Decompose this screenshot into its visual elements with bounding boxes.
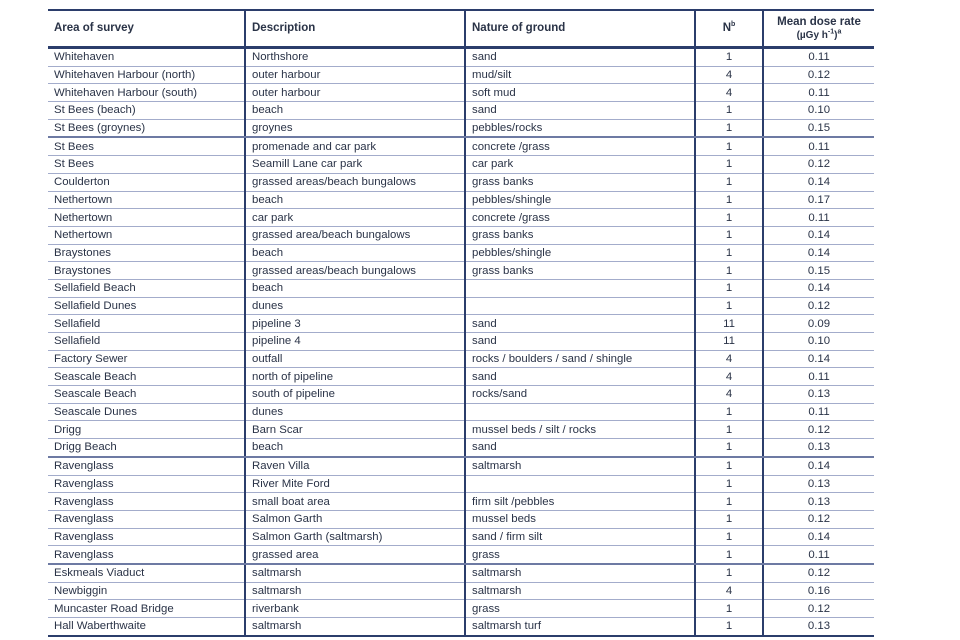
cell-area: Braystones xyxy=(48,244,245,262)
header-description xyxy=(245,10,465,48)
cell-description: Seamill Lane car park xyxy=(245,156,465,174)
table-row xyxy=(48,209,874,227)
cell-area: Whitehaven Harbour (south) xyxy=(48,84,245,102)
cell-area: Seascale Dunes xyxy=(48,403,245,421)
cell-area: Sellafield Dunes xyxy=(48,297,245,315)
table-row xyxy=(48,457,874,475)
cell-dose: 0.14 xyxy=(763,457,874,475)
cell-ground: sand / firm silt xyxy=(465,528,695,546)
cell-description: car park xyxy=(245,209,465,227)
cell-dose: 0.13 xyxy=(763,386,874,404)
cell-ground: mussel beds xyxy=(465,510,695,528)
cell-n: 4 xyxy=(695,66,763,84)
cell-area: Ravenglass xyxy=(48,546,245,564)
table-row xyxy=(48,564,874,582)
cell-ground: saltmarsh xyxy=(465,582,695,600)
header-dose-unit xyxy=(764,29,874,42)
cell-dose: 0.10 xyxy=(763,333,874,351)
cropped-caption xyxy=(50,0,870,3)
cell-n: 1 xyxy=(695,439,763,457)
cell-area: Nethertown xyxy=(48,226,245,244)
table-row xyxy=(48,510,874,528)
cell-dose: 0.13 xyxy=(763,493,874,511)
cell-n: 1 xyxy=(695,279,763,297)
table-row xyxy=(48,350,874,368)
cell-ground: firm silt /pebbles xyxy=(465,493,695,511)
cell-ground: concrete /grass xyxy=(465,209,695,227)
table-row xyxy=(48,156,874,174)
table-row xyxy=(48,368,874,386)
cell-description: outfall xyxy=(245,350,465,368)
cell-ground xyxy=(465,279,695,297)
cell-dose: 0.12 xyxy=(763,297,874,315)
table-row xyxy=(48,546,874,564)
cell-n: 1 xyxy=(695,209,763,227)
cell-description: grassed area/beach bungalows xyxy=(245,226,465,244)
cell-description: grassed area xyxy=(245,546,465,564)
cell-description: saltmarsh xyxy=(245,564,465,582)
header-dose-label: Mean dose rate xyxy=(777,15,861,28)
cell-dose: 0.11 xyxy=(763,368,874,386)
cell-dose: 0.11 xyxy=(763,137,874,155)
cell-description: saltmarsh xyxy=(245,582,465,600)
cell-ground: mud/silt xyxy=(465,66,695,84)
cell-description: promenade and car park xyxy=(245,137,465,155)
cell-ground xyxy=(465,475,695,493)
cell-ground: mussel beds / silt / rocks xyxy=(465,421,695,439)
cell-n: 1 xyxy=(695,226,763,244)
cell-description: beach xyxy=(245,279,465,297)
cell-description: dunes xyxy=(245,403,465,421)
cell-area: Whitehaven xyxy=(48,48,245,67)
dose-unit-text: (µGy h xyxy=(796,29,828,41)
cell-ground: pebbles/shingle xyxy=(465,191,695,209)
cell-ground: soft mud xyxy=(465,84,695,102)
cell-description: Barn Scar xyxy=(245,421,465,439)
cell-n: 4 xyxy=(695,368,763,386)
table-row xyxy=(48,244,874,262)
table-row xyxy=(48,475,874,493)
table-row xyxy=(48,439,874,457)
cell-description: saltmarsh xyxy=(245,618,465,636)
cell-dose: 0.12 xyxy=(763,421,874,439)
cell-ground: sand xyxy=(465,102,695,120)
cell-description: pipeline 4 xyxy=(245,333,465,351)
cell-ground: sand xyxy=(465,333,695,351)
cell-n: 1 xyxy=(695,457,763,475)
cell-ground: sand xyxy=(465,439,695,457)
cell-n: 1 xyxy=(695,102,763,120)
table-row xyxy=(48,618,874,636)
cell-n: 1 xyxy=(695,119,763,137)
cell-ground: sand xyxy=(465,315,695,333)
cell-ground: car park xyxy=(465,156,695,174)
cell-description: Salmon Garth xyxy=(245,510,465,528)
table-row xyxy=(48,191,874,209)
cell-description: Salmon Garth (saltmarsh) xyxy=(245,528,465,546)
cell-area: Sellafield xyxy=(48,333,245,351)
cell-ground: concrete /grass xyxy=(465,137,695,155)
cell-area: Drigg Beach xyxy=(48,439,245,457)
table-row xyxy=(48,493,874,511)
header-dose-footnote: a xyxy=(837,28,842,36)
cell-area: St Bees (beach) xyxy=(48,102,245,120)
cell-area: Drigg xyxy=(48,421,245,439)
cell-area: Seascale Beach xyxy=(48,386,245,404)
cell-dose: 0.10 xyxy=(763,102,874,120)
cell-dose: 0.11 xyxy=(763,546,874,564)
header-ground-label: Nature of ground xyxy=(472,22,566,34)
cell-dose: 0.13 xyxy=(763,439,874,457)
cell-area: Factory Sewer xyxy=(48,350,245,368)
cell-area: Hall Waberthwaite xyxy=(48,618,245,636)
table-row xyxy=(48,386,874,404)
dose-unit-exponent: -1 xyxy=(827,28,835,36)
cell-area: St Bees xyxy=(48,156,245,174)
header-description-label: Description xyxy=(252,22,316,34)
cell-n: 11 xyxy=(695,333,763,351)
cell-description: south of pipeline xyxy=(245,386,465,404)
cell-n: 1 xyxy=(695,297,763,315)
cell-n: 1 xyxy=(695,546,763,564)
cell-description: outer harbour xyxy=(245,66,465,84)
cell-dose: 0.13 xyxy=(763,475,874,493)
table-row xyxy=(48,119,874,137)
cell-dose: 0.14 xyxy=(763,173,874,191)
cell-n: 4 xyxy=(695,582,763,600)
table-body xyxy=(48,48,874,636)
table-row xyxy=(48,600,874,618)
cell-n: 4 xyxy=(695,386,763,404)
cell-dose: 0.15 xyxy=(763,262,874,280)
cell-description: pipeline 3 xyxy=(245,315,465,333)
cell-area: Sellafield xyxy=(48,315,245,333)
cell-n: 1 xyxy=(695,493,763,511)
dose-unit-close: ) xyxy=(834,29,838,41)
cell-n: 1 xyxy=(695,244,763,262)
cell-ground: rocks/sand xyxy=(465,386,695,404)
cell-n: 1 xyxy=(695,191,763,209)
cell-dose: 0.12 xyxy=(763,564,874,582)
table-row xyxy=(48,528,874,546)
cell-area: St Bees xyxy=(48,137,245,155)
cell-dose: 0.17 xyxy=(763,191,874,209)
cell-area: Coulderton xyxy=(48,173,245,191)
cell-dose: 0.11 xyxy=(763,403,874,421)
cell-n: 1 xyxy=(695,421,763,439)
cell-description: groynes xyxy=(245,119,465,137)
cell-n: 1 xyxy=(695,510,763,528)
cell-area: St Bees (groynes) xyxy=(48,119,245,137)
cell-area: Ravenglass xyxy=(48,510,245,528)
table-row xyxy=(48,262,874,280)
dose-rate-table-container xyxy=(48,9,874,637)
cell-ground xyxy=(465,403,695,421)
cell-description: outer harbour xyxy=(245,84,465,102)
cell-dose: 0.14 xyxy=(763,528,874,546)
cell-description: River Mite Ford xyxy=(245,475,465,493)
header-ground xyxy=(465,10,695,48)
cell-ground xyxy=(465,297,695,315)
cell-area: Braystones xyxy=(48,262,245,280)
cell-description: Raven Villa xyxy=(245,457,465,475)
cell-dose: 0.14 xyxy=(763,279,874,297)
table-row xyxy=(48,403,874,421)
cell-description: beach xyxy=(245,244,465,262)
cell-area: Ravenglass xyxy=(48,475,245,493)
table-row xyxy=(48,173,874,191)
table-row xyxy=(48,84,874,102)
cell-n: 1 xyxy=(695,403,763,421)
cell-description: small boat area xyxy=(245,493,465,511)
cell-n: 1 xyxy=(695,564,763,582)
cell-description: Northshore xyxy=(245,48,465,67)
table-header-row xyxy=(48,10,874,48)
cell-n: 1 xyxy=(695,600,763,618)
cell-description: grassed areas/beach bungalows xyxy=(245,173,465,191)
cell-description: beach xyxy=(245,191,465,209)
table-row xyxy=(48,315,874,333)
dose-rate-table xyxy=(48,9,874,637)
cell-dose: 0.14 xyxy=(763,226,874,244)
cell-dose: 0.12 xyxy=(763,510,874,528)
table-row xyxy=(48,48,874,67)
cell-dose: 0.14 xyxy=(763,244,874,262)
cell-dose: 0.15 xyxy=(763,119,874,137)
cell-ground: grass xyxy=(465,600,695,618)
cell-dose: 0.11 xyxy=(763,209,874,227)
cell-ground: grass banks xyxy=(465,226,695,244)
header-area-label: Area of survey xyxy=(54,22,134,34)
cell-dose: 0.14 xyxy=(763,350,874,368)
cell-ground: pebbles/shingle xyxy=(465,244,695,262)
cell-ground: saltmarsh xyxy=(465,564,695,582)
cell-area: Nethertown xyxy=(48,209,245,227)
table-row xyxy=(48,297,874,315)
cell-area: Ravenglass xyxy=(48,457,245,475)
cell-n: 1 xyxy=(695,48,763,67)
cell-description: north of pipeline xyxy=(245,368,465,386)
cell-area: Whitehaven Harbour (north) xyxy=(48,66,245,84)
cell-n: 1 xyxy=(695,618,763,636)
cell-dose: 0.11 xyxy=(763,48,874,67)
cell-area: Eskmeals Viaduct xyxy=(48,564,245,582)
cell-dose: 0.12 xyxy=(763,156,874,174)
cell-description: grassed areas/beach bungalows xyxy=(245,262,465,280)
cell-n: 1 xyxy=(695,262,763,280)
cell-ground: saltmarsh xyxy=(465,457,695,475)
cell-description: dunes xyxy=(245,297,465,315)
cell-n: 1 xyxy=(695,173,763,191)
cell-ground: grass xyxy=(465,546,695,564)
cell-n: 1 xyxy=(695,156,763,174)
cell-dose: 0.11 xyxy=(763,84,874,102)
table-row xyxy=(48,226,874,244)
cell-n: 4 xyxy=(695,84,763,102)
cell-area: Seascale Beach xyxy=(48,368,245,386)
cell-n: 4 xyxy=(695,350,763,368)
cell-area: Muncaster Road Bridge xyxy=(48,600,245,618)
cell-ground: pebbles/rocks xyxy=(465,119,695,137)
table-row xyxy=(48,421,874,439)
header-dose xyxy=(763,10,874,48)
table-row xyxy=(48,279,874,297)
table-row xyxy=(48,333,874,351)
cell-dose: 0.13 xyxy=(763,618,874,636)
cell-ground: rocks / boulders / sand / shingle xyxy=(465,350,695,368)
cell-ground: grass banks xyxy=(465,262,695,280)
header-n xyxy=(695,10,763,48)
header-n-footnote: b xyxy=(731,21,736,29)
cell-n: 1 xyxy=(695,475,763,493)
cell-ground: saltmarsh turf xyxy=(465,618,695,636)
cell-area: Newbiggin xyxy=(48,582,245,600)
cell-area: Ravenglass xyxy=(48,493,245,511)
table-row xyxy=(48,102,874,120)
cell-ground: sand xyxy=(465,48,695,67)
cell-area: Sellafield Beach xyxy=(48,279,245,297)
cell-n: 1 xyxy=(695,528,763,546)
table-row xyxy=(48,137,874,155)
cell-dose: 0.12 xyxy=(763,600,874,618)
header-area xyxy=(48,10,245,48)
table-row xyxy=(48,582,874,600)
cell-description: beach xyxy=(245,439,465,457)
cell-ground: grass banks xyxy=(465,173,695,191)
cell-description: beach xyxy=(245,102,465,120)
cell-ground: sand xyxy=(465,368,695,386)
cell-description: riverbank xyxy=(245,600,465,618)
cell-n: 1 xyxy=(695,137,763,155)
table-row xyxy=(48,66,874,84)
cell-dose: 0.09 xyxy=(763,315,874,333)
cell-dose: 0.16 xyxy=(763,582,874,600)
header-n-label: N xyxy=(722,22,732,34)
cell-area: Ravenglass xyxy=(48,528,245,546)
cell-dose: 0.12 xyxy=(763,66,874,84)
cell-n: 11 xyxy=(695,315,763,333)
cell-area: Nethertown xyxy=(48,191,245,209)
